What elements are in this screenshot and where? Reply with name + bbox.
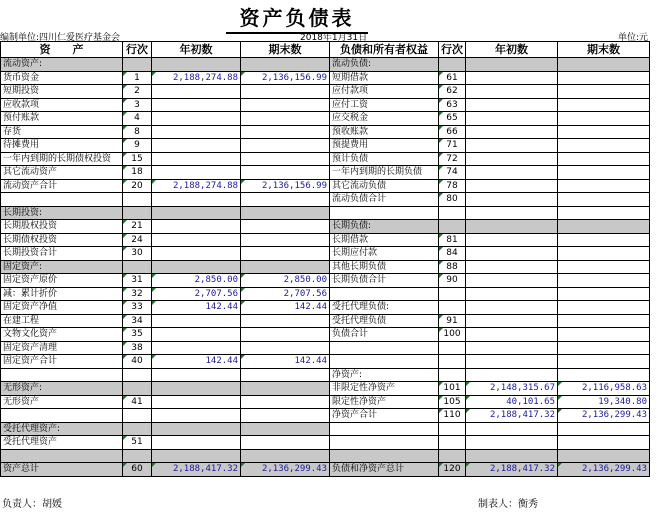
asset-line-cell[interactable]: 4	[123, 112, 152, 126]
asset-end-cell[interactable]	[241, 368, 330, 382]
liability-begin-cell[interactable]	[466, 436, 558, 450]
asset-line-cell[interactable]: 9	[123, 139, 152, 153]
table-row	[1, 98, 650, 112]
liability-label-cell[interactable]: 长期应付款	[330, 247, 439, 261]
liability-line-cell[interactable]: 120	[439, 463, 466, 477]
liability-begin-cell[interactable]	[466, 220, 558, 234]
table-row	[1, 355, 650, 369]
liability-begin-cell[interactable]	[466, 152, 558, 166]
asset-line-cell[interactable]: 40	[123, 355, 152, 369]
asset-label-cell[interactable]: 应收款项	[1, 98, 123, 112]
asset-label-cell[interactable]: 长期投资:	[1, 206, 123, 220]
asset-line-cell[interactable]: 51	[123, 436, 152, 450]
asset-begin-cell[interactable]	[152, 233, 241, 247]
liability-label-cell[interactable]: 受托代理负债:	[330, 301, 439, 315]
col-header-end-2: 期末数	[558, 42, 650, 58]
table-row	[1, 409, 650, 423]
liability-line-cell[interactable]	[439, 449, 466, 463]
liability-label-cell[interactable]: 预提费用	[330, 139, 439, 153]
liability-label-cell[interactable]: 预计负债	[330, 152, 439, 166]
asset-line-cell[interactable]: 20	[123, 179, 152, 193]
liability-end-cell[interactable]	[558, 125, 650, 139]
table-row	[1, 368, 650, 382]
liability-label-cell[interactable]: 负债和净资产总计	[330, 463, 439, 477]
liability-line-cell[interactable]: 80	[439, 193, 466, 207]
liability-label-cell[interactable]	[330, 436, 439, 450]
liability-label-cell[interactable]	[330, 422, 439, 436]
liability-label-cell[interactable]	[330, 341, 439, 355]
person-in-charge: 负责人：胡媛	[2, 499, 62, 510]
liability-line-cell[interactable]: 63	[439, 98, 466, 112]
asset-label-cell[interactable]: 一年内到期的长期债权投资	[1, 152, 123, 166]
liability-begin-cell[interactable]	[466, 179, 558, 193]
liability-label-cell[interactable]: 负债合计	[330, 328, 439, 342]
liability-line-cell[interactable]: 62	[439, 85, 466, 99]
asset-end-cell[interactable]	[241, 395, 330, 409]
liability-line-cell[interactable]: 88	[439, 260, 466, 274]
asset-end-cell[interactable]	[241, 260, 330, 274]
table-row	[1, 274, 650, 288]
asset-line-cell[interactable]	[123, 449, 152, 463]
asset-begin-cell[interactable]: 2,188,417.32	[152, 463, 241, 477]
liability-begin-cell[interactable]	[466, 287, 558, 301]
asset-line-cell[interactable]: 15	[123, 152, 152, 166]
asset-line-cell[interactable]	[123, 409, 152, 423]
prepared-by: 制表人：衡秀	[478, 499, 538, 510]
liability-line-cell[interactable]: 91	[439, 314, 466, 328]
table-row	[1, 166, 650, 180]
liability-begin-cell[interactable]	[466, 274, 558, 288]
liability-end-cell[interactable]	[558, 166, 650, 180]
asset-end-cell[interactable]	[241, 247, 330, 261]
liability-end-cell[interactable]	[558, 422, 650, 436]
col-header-begin-2: 年初数	[466, 42, 558, 58]
liability-line-cell[interactable]: 81	[439, 233, 466, 247]
liability-end-cell[interactable]	[558, 368, 650, 382]
liability-label-cell[interactable]: 其它流动负债	[330, 179, 439, 193]
liability-begin-cell[interactable]	[466, 206, 558, 220]
asset-begin-cell[interactable]	[152, 58, 241, 72]
report-date: 2018年1月31日	[300, 33, 368, 43]
liability-end-cell[interactable]	[558, 139, 650, 153]
asset-line-cell[interactable]: 38	[123, 341, 152, 355]
liability-line-cell[interactable]: 101	[439, 382, 466, 396]
liability-end-cell[interactable]	[558, 220, 650, 234]
asset-line-cell[interactable]: 60	[123, 463, 152, 477]
asset-label-cell[interactable]: 长期股权投资	[1, 220, 123, 234]
asset-begin-cell[interactable]	[152, 139, 241, 153]
asset-end-cell[interactable]	[241, 449, 330, 463]
balance-sheet-table	[0, 41, 650, 477]
asset-begin-cell[interactable]	[152, 368, 241, 382]
asset-line-cell[interactable]	[123, 260, 152, 274]
liability-label-cell[interactable]: 一年内到期的长期负债	[330, 166, 439, 180]
table-row	[1, 260, 650, 274]
liability-line-cell[interactable]	[439, 368, 466, 382]
liability-label-cell[interactable]: 长期借款	[330, 233, 439, 247]
table-row	[1, 206, 650, 220]
liability-begin-cell[interactable]	[466, 368, 558, 382]
liability-label-cell[interactable]	[330, 287, 439, 301]
table-row	[1, 449, 650, 463]
asset-label-cell[interactable]: 其它流动资产	[1, 166, 123, 180]
asset-end-cell[interactable]: 142.44	[241, 355, 330, 369]
asset-label-cell[interactable]	[1, 409, 123, 423]
liability-begin-cell[interactable]	[466, 422, 558, 436]
asset-end-cell[interactable]	[241, 112, 330, 126]
asset-end-cell[interactable]	[241, 125, 330, 139]
liability-end-cell[interactable]: 2,116,958.63	[558, 382, 650, 396]
table-row	[1, 152, 650, 166]
asset-begin-cell[interactable]	[152, 382, 241, 396]
table-row	[1, 125, 650, 139]
col-header-liabilities: 负债和所有者权益	[330, 42, 439, 58]
asset-end-cell[interactable]	[241, 328, 330, 342]
asset-begin-cell[interactable]: 2,188,274.88	[152, 179, 241, 193]
asset-end-cell[interactable]: 2,136,299.43	[241, 463, 330, 477]
asset-line-cell[interactable]	[123, 58, 152, 72]
asset-begin-cell[interactable]	[152, 152, 241, 166]
asset-label-cell[interactable]	[1, 368, 123, 382]
asset-line-cell[interactable]: 35	[123, 328, 152, 342]
asset-begin-cell[interactable]	[152, 449, 241, 463]
asset-begin-cell[interactable]	[152, 409, 241, 423]
asset-end-cell[interactable]	[241, 220, 330, 234]
liability-begin-cell[interactable]	[466, 355, 558, 369]
asset-begin-cell[interactable]	[152, 193, 241, 207]
liability-end-cell[interactable]	[558, 206, 650, 220]
liability-begin-cell[interactable]	[466, 71, 558, 85]
table-row	[1, 382, 650, 396]
table-row	[1, 287, 650, 301]
table-row	[1, 58, 650, 72]
table-row	[1, 71, 650, 85]
table-row	[1, 233, 650, 247]
asset-label-cell[interactable]: 在建工程	[1, 314, 123, 328]
liability-line-cell[interactable]: 72	[439, 152, 466, 166]
liability-label-cell[interactable]: 流动负债合计	[330, 193, 439, 207]
liability-label-cell[interactable]: 净资产:	[330, 368, 439, 382]
table-row	[1, 193, 650, 207]
asset-begin-cell[interactable]	[152, 112, 241, 126]
liability-line-cell[interactable]: 78	[439, 179, 466, 193]
column-header-row	[1, 42, 650, 58]
liability-end-cell[interactable]: 19,340.80	[558, 395, 650, 409]
liability-end-cell[interactable]	[558, 301, 650, 315]
asset-end-cell[interactable]	[241, 409, 330, 423]
liability-line-cell[interactable]	[439, 355, 466, 369]
asset-line-cell[interactable]: 3	[123, 98, 152, 112]
asset-begin-cell[interactable]	[152, 85, 241, 99]
liability-label-cell[interactable]	[330, 449, 439, 463]
asset-end-cell[interactable]: 2,850.00	[241, 274, 330, 288]
liability-end-cell[interactable]	[558, 341, 650, 355]
asset-label-cell[interactable]	[1, 449, 123, 463]
table-row	[1, 341, 650, 355]
liability-begin-cell[interactable]	[466, 301, 558, 315]
liability-end-cell[interactable]	[558, 436, 650, 450]
asset-begin-cell[interactable]	[152, 328, 241, 342]
asset-end-cell[interactable]	[241, 152, 330, 166]
asset-line-cell[interactable]: 21	[123, 220, 152, 234]
liability-label-cell[interactable]: 净资产合计	[330, 409, 439, 423]
liability-end-cell[interactable]	[558, 247, 650, 261]
asset-line-cell[interactable]: 34	[123, 314, 152, 328]
liability-label-cell[interactable]: 短期借款	[330, 71, 439, 85]
asset-line-cell[interactable]: 18	[123, 166, 152, 180]
liability-line-cell[interactable]: 100	[439, 328, 466, 342]
liability-label-cell[interactable]: 应付工资	[330, 98, 439, 112]
asset-begin-cell[interactable]	[152, 395, 241, 409]
table-row	[1, 328, 650, 342]
asset-label-cell[interactable]: 预付账款	[1, 112, 123, 126]
liability-end-cell[interactable]	[558, 152, 650, 166]
asset-label-cell[interactable]: 文物文化资产	[1, 328, 123, 342]
asset-begin-cell[interactable]	[152, 98, 241, 112]
asset-end-cell[interactable]	[241, 422, 330, 436]
table-row	[1, 220, 650, 234]
asset-label-cell[interactable]: 流动资产:	[1, 58, 123, 72]
liability-end-cell[interactable]	[558, 274, 650, 288]
liability-label-cell[interactable]: 限定性净资产	[330, 395, 439, 409]
asset-label-cell[interactable]	[1, 193, 123, 207]
liability-label-cell[interactable]: 受托代理负债	[330, 314, 439, 328]
liability-line-cell[interactable]: 110	[439, 409, 466, 423]
liability-line-cell[interactable]	[439, 58, 466, 72]
liability-end-cell[interactable]	[558, 233, 650, 247]
liability-end-cell[interactable]	[558, 58, 650, 72]
liability-end-cell[interactable]	[558, 112, 650, 126]
col-header-line-2: 行次	[439, 42, 466, 58]
asset-label-cell[interactable]: 货币资金	[1, 71, 123, 85]
liability-line-cell[interactable]	[439, 301, 466, 315]
asset-line-cell[interactable]: 1	[123, 71, 152, 85]
liability-end-cell[interactable]	[558, 179, 650, 193]
liability-begin-cell[interactable]	[466, 166, 558, 180]
table-row	[1, 179, 650, 193]
table-row	[1, 139, 650, 153]
table-row	[1, 112, 650, 126]
asset-label-cell[interactable]: 无形资产:	[1, 382, 123, 396]
asset-line-cell[interactable]: 30	[123, 247, 152, 261]
asset-line-cell[interactable]	[123, 206, 152, 220]
asset-label-cell[interactable]: 受托代理资产	[1, 436, 123, 450]
table-row	[1, 395, 650, 409]
liability-label-cell[interactable]: 应付款项	[330, 85, 439, 99]
liability-label-cell[interactable]: 长期负债合计	[330, 274, 439, 288]
asset-line-cell[interactable]	[123, 368, 152, 382]
liability-line-cell[interactable]	[439, 220, 466, 234]
table-row	[1, 463, 650, 477]
asset-label-cell[interactable]: 短期投资	[1, 85, 123, 99]
col-header-end: 期末数	[241, 42, 330, 58]
liability-line-cell[interactable]: 105	[439, 395, 466, 409]
liability-line-cell[interactable]: 74	[439, 166, 466, 180]
asset-line-cell[interactable]: 31	[123, 274, 152, 288]
col-header-assets: 资 产	[1, 42, 123, 58]
liability-line-cell[interactable]	[439, 287, 466, 301]
asset-begin-cell[interactable]	[152, 436, 241, 450]
liability-begin-cell[interactable]	[466, 449, 558, 463]
asset-line-cell[interactable]	[123, 422, 152, 436]
liability-begin-cell[interactable]	[466, 260, 558, 274]
asset-end-cell[interactable]	[241, 314, 330, 328]
liability-end-cell[interactable]	[558, 98, 650, 112]
asset-end-cell[interactable]	[241, 233, 330, 247]
liability-label-cell[interactable]: 其他长期负债	[330, 260, 439, 274]
liability-begin-cell[interactable]	[466, 58, 558, 72]
asset-label-cell[interactable]: 无形资产	[1, 395, 123, 409]
liability-line-cell[interactable]: 84	[439, 247, 466, 261]
asset-begin-cell[interactable]	[152, 125, 241, 139]
col-header-begin: 年初数	[152, 42, 241, 58]
table-row	[1, 301, 650, 315]
asset-end-cell[interactable]	[241, 98, 330, 112]
liability-begin-cell[interactable]	[466, 193, 558, 207]
asset-line-cell[interactable]: 33	[123, 301, 152, 315]
asset-begin-cell[interactable]: 2,850.00	[152, 274, 241, 288]
report-title: 资产负债表	[226, 2, 368, 34]
liability-end-cell[interactable]	[558, 287, 650, 301]
asset-label-cell[interactable]: 待摊费用	[1, 139, 123, 153]
liability-begin-cell[interactable]: 2,188,417.32	[466, 409, 558, 423]
table-row	[1, 85, 650, 99]
asset-end-cell[interactable]	[241, 193, 330, 207]
asset-label-cell[interactable]: 减：累计折价	[1, 287, 123, 301]
asset-label-cell[interactable]: 固定资产:	[1, 260, 123, 274]
asset-line-cell[interactable]: 2	[123, 85, 152, 99]
asset-end-cell[interactable]	[241, 206, 330, 220]
asset-begin-cell[interactable]: 2,707.56	[152, 287, 241, 301]
table-row	[1, 247, 650, 261]
asset-label-cell[interactable]: 固定资产清理	[1, 341, 123, 355]
liability-end-cell[interactable]	[558, 355, 650, 369]
liability-begin-cell[interactable]	[466, 125, 558, 139]
asset-begin-cell[interactable]: 142.44	[152, 301, 241, 315]
asset-label-cell[interactable]: 长期投资合计	[1, 247, 123, 261]
table-row	[1, 314, 650, 328]
liability-begin-cell[interactable]	[466, 341, 558, 355]
asset-end-cell[interactable]: 2,707.56	[241, 287, 330, 301]
liability-line-cell[interactable]	[439, 422, 466, 436]
liability-line-cell[interactable]: 71	[439, 139, 466, 153]
asset-label-cell[interactable]: 资产总计	[1, 463, 123, 477]
liability-line-cell[interactable]: 90	[439, 274, 466, 288]
reporting-organization: 编制单位:四川仁爱医疗基金会	[0, 33, 121, 43]
asset-end-cell[interactable]	[241, 166, 330, 180]
asset-end-cell[interactable]	[241, 341, 330, 355]
liability-label-cell[interactable]	[330, 355, 439, 369]
liability-end-cell[interactable]	[558, 193, 650, 207]
liability-line-cell[interactable]: 66	[439, 125, 466, 139]
asset-end-cell[interactable]: 2,136,156.99	[241, 179, 330, 193]
asset-label-cell[interactable]: 固定资产合计	[1, 355, 123, 369]
asset-end-cell[interactable]: 2,136,156.99	[241, 71, 330, 85]
asset-begin-cell[interactable]	[152, 314, 241, 328]
table-row	[1, 436, 650, 450]
asset-end-cell[interactable]	[241, 58, 330, 72]
asset-begin-cell[interactable]	[152, 341, 241, 355]
asset-begin-cell[interactable]	[152, 206, 241, 220]
asset-line-cell[interactable]: 32	[123, 287, 152, 301]
liability-end-cell[interactable]	[558, 314, 650, 328]
liability-label-cell[interactable]: 流动负债:	[330, 58, 439, 72]
asset-label-cell[interactable]: 固定资产原价	[1, 274, 123, 288]
asset-line-cell[interactable]: 41	[123, 395, 152, 409]
table-body	[1, 58, 650, 477]
liability-line-cell[interactable]: 61	[439, 71, 466, 85]
liability-end-cell[interactable]	[558, 71, 650, 85]
asset-label-cell[interactable]: 受托代理资产:	[1, 422, 123, 436]
asset-begin-cell[interactable]	[152, 166, 241, 180]
liability-label-cell[interactable]: 非限定性净资产	[330, 382, 439, 396]
asset-label-cell[interactable]: 固定资产净值	[1, 301, 123, 315]
col-header-line: 行次	[123, 42, 152, 58]
asset-end-cell[interactable]	[241, 139, 330, 153]
liability-begin-cell[interactable]	[466, 233, 558, 247]
asset-end-cell[interactable]: 142.44	[241, 301, 330, 315]
liability-line-cell[interactable]	[439, 206, 466, 220]
asset-label-cell[interactable]: 长期债权投资	[1, 233, 123, 247]
asset-begin-cell[interactable]: 2,188,274.88	[152, 71, 241, 85]
liability-end-cell[interactable]: 2,136,299.43	[558, 463, 650, 477]
liability-begin-cell[interactable]	[466, 98, 558, 112]
liability-end-cell[interactable]: 2,136,299.43	[558, 409, 650, 423]
asset-begin-cell[interactable]: 142.44	[152, 355, 241, 369]
liability-label-cell[interactable]: 应交税金	[330, 112, 439, 126]
liability-label-cell[interactable]	[330, 206, 439, 220]
liability-begin-cell[interactable]: 40,101.65	[466, 395, 558, 409]
liability-begin-cell[interactable]	[466, 314, 558, 328]
liability-label-cell[interactable]: 长期负债:	[330, 220, 439, 234]
asset-label-cell[interactable]: 流动资产合计	[1, 179, 123, 193]
asset-label-cell[interactable]: 存货	[1, 125, 123, 139]
asset-begin-cell[interactable]	[152, 422, 241, 436]
liability-begin-cell[interactable]: 2,188,417.32	[466, 463, 558, 477]
asset-end-cell[interactable]	[241, 382, 330, 396]
asset-begin-cell[interactable]	[152, 247, 241, 261]
asset-end-cell[interactable]	[241, 436, 330, 450]
liability-begin-cell[interactable]	[466, 247, 558, 261]
liability-end-cell[interactable]	[558, 85, 650, 99]
liability-label-cell[interactable]: 预收账款	[330, 125, 439, 139]
table-row	[1, 422, 650, 436]
liability-begin-cell[interactable]	[466, 139, 558, 153]
asset-begin-cell[interactable]	[152, 220, 241, 234]
liability-end-cell[interactable]	[558, 449, 650, 463]
liability-line-cell[interactable]	[439, 341, 466, 355]
liability-begin-cell[interactable]: 2,148,315.67	[466, 382, 558, 396]
asset-line-cell[interactable]	[123, 193, 152, 207]
asset-line-cell[interactable]: 24	[123, 233, 152, 247]
liability-begin-cell[interactable]	[466, 112, 558, 126]
liability-line-cell[interactable]	[439, 436, 466, 450]
currency-unit: 单位:元	[618, 33, 649, 43]
asset-line-cell[interactable]	[123, 382, 152, 396]
liability-begin-cell[interactable]	[466, 328, 558, 342]
asset-end-cell[interactable]	[241, 85, 330, 99]
asset-line-cell[interactable]: 8	[123, 125, 152, 139]
asset-begin-cell[interactable]	[152, 260, 241, 274]
liability-end-cell[interactable]	[558, 260, 650, 274]
liability-end-cell[interactable]	[558, 328, 650, 342]
liability-line-cell[interactable]: 65	[439, 112, 466, 126]
liability-begin-cell[interactable]	[466, 85, 558, 99]
